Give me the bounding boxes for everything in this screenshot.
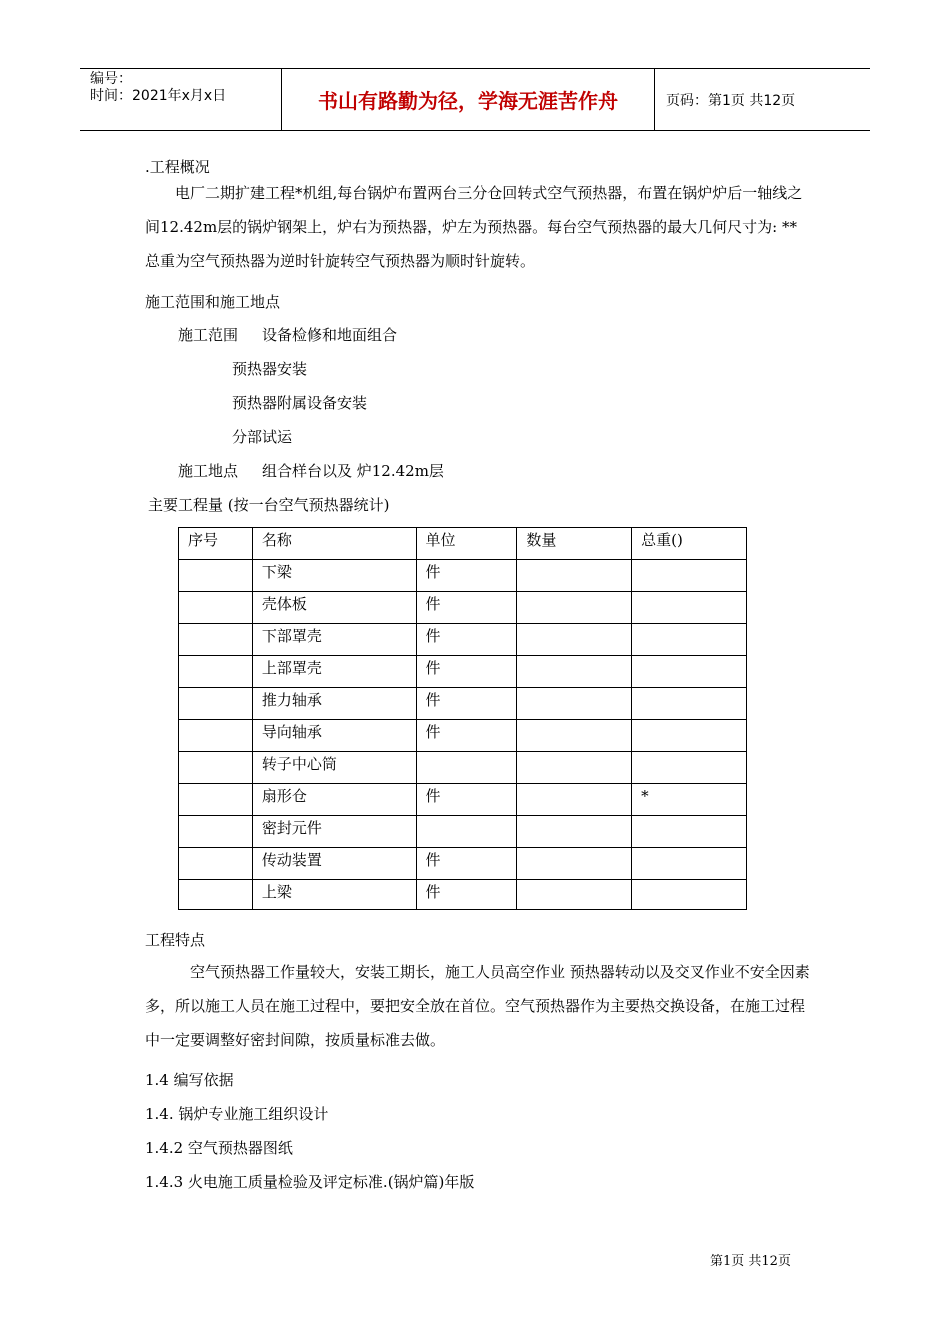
- table-cell: 件: [416, 880, 517, 910]
- header-motto: 书山有路勤为径，学海无涯苦作舟: [282, 69, 655, 130]
- table-cell: [632, 816, 747, 848]
- column-header: 数量: [517, 528, 632, 560]
- table-cell: 下部罩壳: [252, 624, 416, 656]
- table-row: [179, 752, 747, 784]
- table-cell: 传动装置: [252, 848, 416, 880]
- table-cell: [632, 560, 747, 592]
- table-cell: [416, 816, 517, 848]
- table-row: [179, 720, 747, 752]
- table-cell: [632, 880, 747, 910]
- table-cell: 转子中心筒: [252, 752, 416, 784]
- reference-item: 1.4.2 空气预热器图纸: [145, 1139, 293, 1157]
- column-header: 总重(): [632, 528, 747, 560]
- table-row: [179, 816, 747, 848]
- table-cell: [517, 688, 632, 720]
- features-paragraph: 空气预热器工作量较大，安装工期长，施工人员高空作业 预热器转动以及交叉作业不安全因素多，所以施工人员在施工过程中，要把安全放在首位。空气预热器作为主要热交换设备，在施工过程中一定要调整好密封间隙，按质量标准去做。: [145, 963, 810, 1049]
- table-cell: [517, 848, 632, 880]
- table-cell: [517, 560, 632, 592]
- table-cell: [179, 720, 253, 752]
- table-cell: 壳体板: [252, 592, 416, 624]
- table-cell: [179, 624, 253, 656]
- table-cell: 件: [416, 656, 517, 688]
- table-cell: 件: [416, 592, 517, 624]
- table-cell: [179, 816, 253, 848]
- table-cell: 密封元件: [252, 816, 416, 848]
- table-header-row: [179, 528, 747, 560]
- table-cell: [517, 656, 632, 688]
- section-title-quantity: 主要工程量 (按一台空气预热器统计): [148, 496, 390, 514]
- site-value: 组合样台以及 炉12.42m层: [262, 462, 444, 480]
- table-cell: 件: [416, 784, 517, 816]
- table-cell: [179, 880, 253, 910]
- table-cell: [517, 752, 632, 784]
- table-row: [179, 592, 747, 624]
- column-header: 单位: [416, 528, 517, 560]
- document-time-label: 时间：2021年x月x日: [90, 88, 227, 104]
- table-cell: [179, 752, 253, 784]
- section-title-scope: 施工范围和施工地点: [145, 293, 281, 311]
- table-cell: [179, 688, 253, 720]
- header-meta: [80, 69, 282, 130]
- table-cell: 上梁: [252, 880, 416, 910]
- site-label: 施工地点: [178, 462, 239, 480]
- table-cell: [416, 752, 517, 784]
- table-row: [179, 784, 747, 816]
- table-cell: [179, 784, 253, 816]
- table-row: [179, 880, 747, 910]
- table-cell: [179, 560, 253, 592]
- scope-item: 设备检修和地面组合: [262, 326, 398, 344]
- table-cell: [632, 720, 747, 752]
- table-cell: 推力轴承: [252, 688, 416, 720]
- table-cell: 上部罩壳: [252, 656, 416, 688]
- footer-page-number: 第1页 共12页: [710, 1254, 791, 1269]
- table-cell: 导向轴承: [252, 720, 416, 752]
- document-code-label: 编号：: [90, 71, 132, 87]
- table-row: [179, 656, 747, 688]
- table-cell: 件: [416, 848, 517, 880]
- table-cell: [179, 656, 253, 688]
- column-header: 名称: [252, 528, 416, 560]
- table-cell: [517, 784, 632, 816]
- table-cell: 件: [416, 560, 517, 592]
- table-cell: [517, 816, 632, 848]
- table-cell: [632, 752, 747, 784]
- page-header: [80, 68, 870, 131]
- table-cell: *: [632, 784, 747, 816]
- header-page-number: 页码：第1页 共12页: [666, 92, 796, 109]
- table-cell: [632, 656, 747, 688]
- table-cell: [632, 848, 747, 880]
- section-title-features: 工程特点: [145, 931, 206, 949]
- table-cell: [179, 848, 253, 880]
- table-cell: 件: [416, 624, 517, 656]
- scope-item: 分部试运: [232, 428, 293, 446]
- table-cell: [517, 880, 632, 910]
- table-cell: 下梁: [252, 560, 416, 592]
- section-title-overview: .工程概况: [145, 158, 210, 176]
- table-cell: 扇形仓: [252, 784, 416, 816]
- column-header: 序号: [179, 528, 253, 560]
- table-cell: [632, 624, 747, 656]
- table-row: [179, 848, 747, 880]
- overview-paragraph: 电厂二期扩建工程*机组,每台锅炉布置两台三分仓回转式空气预热器，布置在锅炉炉后一轴线之间12.42m层的锅炉钢架上，炉右为预热器，炉左为预热器。每台空气预热器的最大几何尺寸为: ** 总重为空气预热器为逆时针旋转空气预热器为顺时针旋转。: [145, 184, 803, 270]
- table-cell: [179, 592, 253, 624]
- quantity-table: [178, 527, 747, 910]
- table-cell: 件: [416, 688, 517, 720]
- table-cell: [632, 592, 747, 624]
- table-cell: [517, 624, 632, 656]
- table-row: [179, 624, 747, 656]
- table-cell: [517, 720, 632, 752]
- section-title-basis: 1.4 编写依据: [145, 1071, 234, 1089]
- reference-item: 1.4.3 火电施工质量检验及评定标准.(锅炉篇)年版: [145, 1173, 475, 1191]
- table-cell: [517, 592, 632, 624]
- table-cell: 件: [416, 720, 517, 752]
- table-row: [179, 688, 747, 720]
- table-cell: [632, 688, 747, 720]
- scope-item: 预热器安装: [232, 360, 308, 378]
- table-row: [179, 560, 747, 592]
- scope-item: 预热器附属设备安装: [232, 394, 368, 412]
- reference-item: 1.4. 锅炉专业施工组织设计: [145, 1105, 329, 1123]
- scope-label: 施工范围: [178, 326, 239, 344]
